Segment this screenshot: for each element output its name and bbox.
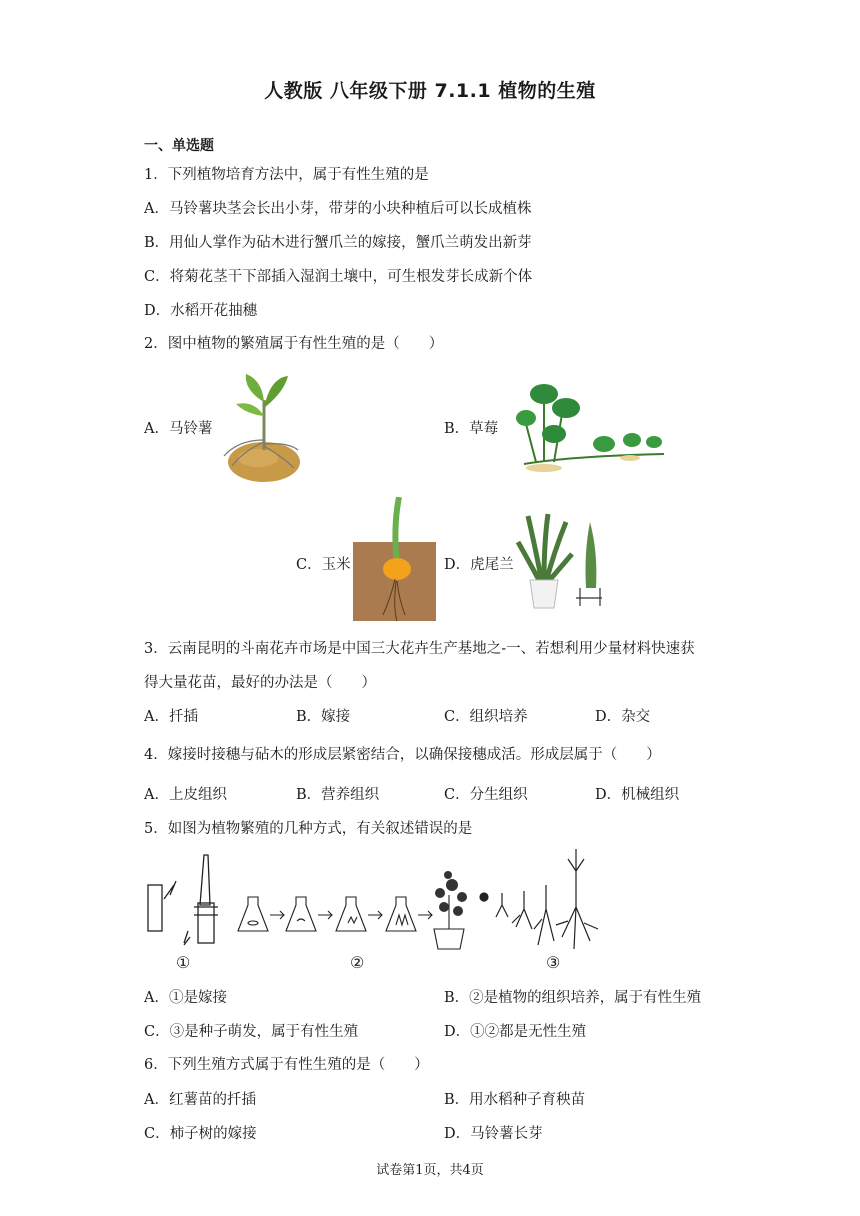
- q6-option-b[interactable]: B．用水稻种子育秧苗: [444, 1092, 586, 1108]
- q1-stem: 1．下列植物培育方法中，属于有性生殖的是: [144, 167, 429, 183]
- q5-option-a[interactable]: A．①是嫁接: [144, 990, 227, 1006]
- q1-option-d[interactable]: D．水稻开花抽穗: [144, 303, 258, 319]
- q4-option-a[interactable]: A．上皮组织: [144, 787, 227, 803]
- q1-option-b[interactable]: B．用仙人掌作为砧木进行蟹爪兰的嫁接，蟹爪兰萌发出新芽: [144, 235, 532, 251]
- potato-plant-image: [218, 370, 300, 482]
- q5-option-c[interactable]: C．③是种子萌发，属于有性生殖: [144, 1024, 359, 1040]
- q4-option-b[interactable]: B．营养组织: [296, 787, 380, 803]
- q1-option-a[interactable]: A．马铃薯块茎会长出小芽，带芽的小块种植后可以长成植株: [144, 201, 532, 217]
- q1-option-c[interactable]: C．将菊花茎干下部插入湿润土壤中，可生根发芽长成新个体: [144, 269, 533, 285]
- q3-stem-line2: 得大量花苗，最好的办法是（ ）: [144, 675, 376, 691]
- q2-option-d[interactable]: D．虎尾兰: [444, 557, 514, 573]
- q5-stem: 5．如图为植物繁殖的几种方式，有关叙述错误的是: [144, 821, 473, 837]
- q5-option-d[interactable]: D．①②都是无性生殖: [444, 1024, 587, 1040]
- figure-label-3: ③: [546, 953, 561, 972]
- q5-option-b[interactable]: B．②是植物的组织培养，属于有性生殖: [444, 990, 702, 1006]
- corn-seedling-image: [353, 497, 436, 621]
- reproduction-methods-figure: [144, 845, 606, 973]
- strawberry-plant-image: [514, 374, 664, 476]
- figure-label-1: ①: [176, 953, 191, 972]
- q6-option-c[interactable]: C．柿子树的嫁接: [144, 1126, 257, 1142]
- q2-stem: 2．图中植物的繁殖属于有性生殖的是（ ）: [144, 336, 444, 352]
- q2-option-c[interactable]: C．玉米: [296, 557, 351, 573]
- q3-option-d[interactable]: D．杂交: [595, 709, 651, 725]
- figure-label-2: ②: [350, 953, 365, 972]
- q3-option-a[interactable]: A．扦插: [144, 709, 198, 725]
- q3-option-c[interactable]: C．组织培养: [444, 709, 528, 725]
- section-heading: 一、单选题: [144, 138, 214, 154]
- q2-option-b[interactable]: B．草莓: [444, 421, 499, 437]
- q3-option-b[interactable]: B．嫁接: [296, 709, 351, 725]
- snake-plant-image: [514, 512, 604, 612]
- q4-stem: 4．嫁接时接穗与砧木的形成层紧密结合，以确保接穗成活。形成层属于（ ）: [144, 747, 661, 763]
- q3-stem-line1: 3．云南昆明的斗南花卉市场是中国三大花卉生产基地之-一、若想利用少量材料快速获: [144, 641, 695, 657]
- q4-option-c[interactable]: C．分生组织: [444, 787, 528, 803]
- page-footer: 试卷第1页，共4页: [376, 1163, 484, 1178]
- q2-option-a[interactable]: A．马铃薯: [144, 421, 213, 437]
- q6-option-d[interactable]: D．马铃薯长芽: [444, 1126, 543, 1142]
- q6-stem: 6．下列生殖方式属于有性生殖的是（ ）: [144, 1057, 429, 1073]
- q4-option-d[interactable]: D．机械组织: [595, 787, 680, 803]
- q6-option-a[interactable]: A．红薯苗的扦插: [144, 1092, 256, 1108]
- page-title: 人教版 八年级下册 7.1.1 植物的生殖: [264, 80, 596, 102]
